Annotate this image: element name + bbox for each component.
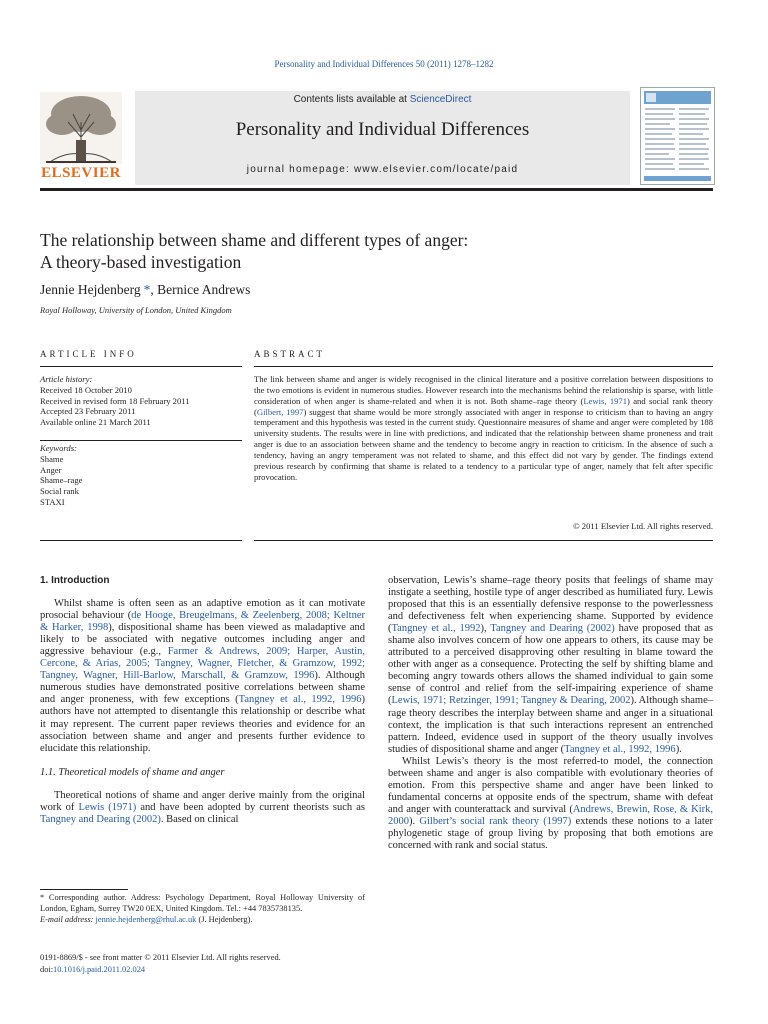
citation-link[interactable]: Tangney et al., 1992	[391, 623, 481, 635]
history-online: Available online 21 March 2011	[40, 417, 151, 428]
citation-link[interactable]: Andrews, Brewin, Rose, & Kirk, 2000	[388, 803, 713, 827]
abstract-rule-bottom	[254, 540, 713, 541]
text-segment: have proposed that as shame also involves concern of how one appears to others, its cause may be attributed to a perceived disapproving other resulting in blame toward the other with anger as a consequence. Protecting the self by shifting blame and becoming angry towards others allows the shamed individual to gain some sense of control and relief from the self-impairing experience of shame (	[388, 623, 714, 707]
text-segment: ), dispositional shame has been viewed as maladaptive and likely to be associated with negative outcomes including anger and aggressive behaviour (e.g.,	[40, 622, 365, 658]
subsection-heading: 1.1. Theoretical models of shame and anger	[40, 766, 225, 778]
text-segment: Theoretical notions of shame and anger derive mainly from the original work of	[40, 789, 365, 813]
article-info-heading: ARTICLE INFO	[40, 349, 137, 359]
abstract-segment: ) suggest that shame would be more strongly associated with anger in response to criticism than to having an angry temperament and this hypothesis was tested in the current study. Questionnaire measures of shame and anger were completed by 188 university students. The results were in line with predictions, and indicated that the relationship between shame proneness and trait anger is due to an association between shame and the tendency to become angry in reaction to criticism. In the absence of such a tendency, having an angry temperament was not related to shame, and this effect did not vary by gender. The findings extend previous research by confirming that shame is related to a tendency to a particular type of anger, namely that felt after specific provocation.	[254, 406, 713, 482]
article-title-line1: The relationship between shame and different types of anger:	[40, 230, 469, 250]
journal-cover-thumbnail	[640, 87, 715, 185]
journal-masthead	[135, 91, 630, 185]
text-segment: and have been adopted by current theorists such as	[136, 801, 365, 813]
citation-link[interactable]: de Hooge, Breugelmans, & Zeelenberg, 2008; Keltner & Harker, 1998	[40, 610, 365, 634]
history-received: Received 18 October 2010	[40, 384, 132, 395]
theory-paragraph-1-cont	[388, 575, 713, 756]
citation-link[interactable]: Tangney et al., 1992, 1996	[564, 743, 676, 755]
contents-line	[135, 94, 630, 105]
elsevier-wordmark: ELSEVIER	[41, 165, 121, 181]
citation-link[interactable]: Gilbert’s social rank theory (1997)	[419, 815, 572, 827]
citation-link[interactable]: Lewis (1971)	[78, 801, 137, 813]
affiliation: Royal Holloway, University of London, United Kingdom	[40, 305, 232, 315]
abstract-text	[254, 374, 713, 482]
footnote-rule	[40, 889, 128, 890]
journal-homepage[interactable]: journal homepage: www.elsevier.com/locate/paid	[246, 164, 519, 175]
doi-link[interactable]: 10.1016/j.paid.2011.02.024	[53, 964, 146, 974]
text-segment: ). Although shame–rage theory describes the interplay between shame and anger in a situational context, the implication is that such interactions represent an entrenched pattern. Indeed, evidence used in support of the theory usually involves studies of dispositional shame and anger (	[388, 695, 713, 755]
keyword-item: Shame–rage	[40, 475, 83, 486]
doi-label: doi:	[40, 964, 54, 974]
contents-prefix: Contents lists available at	[293, 94, 410, 105]
citation-link[interactable]: Tangney and Dearing (2002)	[40, 813, 161, 825]
theory-paragraph-2	[388, 756, 713, 852]
email-link[interactable]: jennie.hejdenberg@rhul.ac.uk	[95, 914, 197, 924]
intro-paragraph-1	[40, 598, 365, 755]
text-segment: ).	[675, 743, 682, 755]
masthead-rule	[40, 188, 713, 191]
text-segment: Whilst Lewis’s theory is the most referred-to model, the connection between shame and anger is also compatible with evolutionary theories of emotion. From this perspective shame and anger have been linked to fundamental concerns at opposite ends of the spectrum, shame with defeat and anger with counterattack and survival (	[388, 755, 713, 815]
page-footer	[40, 952, 365, 975]
text-segment: ),	[480, 623, 491, 635]
text-segment: . Based on clinical	[160, 813, 239, 825]
corresponding-author-star[interactable]: *	[143, 282, 151, 297]
text-segment: extends these notions to a later phylogenetic stage of group living by proposing that both emotions are concerned with rank and social status.	[388, 815, 713, 852]
info-rule-top	[40, 366, 242, 367]
author-hejdenberg: Jennie Hejdenberg	[40, 282, 141, 297]
footnote-email-line	[40, 915, 365, 926]
article-title	[40, 229, 720, 273]
front-matter-line: 0191-8869/$ - see front matter © 2011 Elsevier Ltd. All rights reserved.	[40, 953, 281, 962]
citation-link[interactable]: Lewis, 1971	[583, 395, 628, 406]
abstract-segment: The link between shame and anger is widely recognised in the clinical literature and a positive correlation between dispositions to the two emotions is evident in numerous studies. However research into the mechanisms behind the relationship is sparse, with little consideration of when anger is shame-related and when it is not. Both shame–rage theory (	[254, 374, 713, 406]
keyword-item: Social rank	[40, 486, 79, 497]
text-segment: ). Although numerous studies have demonstrated positive correlations between shame and anger proneness, with few exceptions (	[40, 670, 365, 706]
sciencedirect-link[interactable]: ScienceDirect	[409, 94, 472, 105]
citation-link[interactable]: Tangney and Dearing (2002)	[490, 623, 615, 635]
keyword-item: STAXI	[40, 496, 65, 507]
introduction-heading: 1. Introduction	[40, 575, 110, 586]
text-segment: Whilst shame is often seen as an adaptive emotion as it can motivate prosocial behaviour (	[40, 598, 365, 622]
body-column-left	[40, 575, 365, 826]
author-list	[40, 282, 250, 298]
abstract-rule-top	[254, 366, 713, 367]
history-label: Article history:	[40, 374, 93, 384]
corresponding-author-footnote	[40, 893, 365, 925]
keyword-item: Shame	[40, 453, 64, 464]
abstract-heading: ABSTRACT	[254, 349, 326, 359]
footnote-address: * Corresponding author. Address: Psychology Department, Royal Holloway University of London, Egham, Surrey TW20 0EX, United Kingdom. Tel.: +44 7835738135.	[40, 893, 365, 913]
citation-link[interactable]: Tangney et al., 1992, 1996	[238, 694, 362, 706]
info-rule-mid	[40, 440, 242, 441]
citation-link[interactable]: Gilbert, 1997	[256, 406, 304, 417]
email-label: E-mail address:	[40, 914, 96, 924]
text-segment: observation, Lewis’s shame–rage theory posits that feelings of shame may instigate a seething, hostile type of anger described as humiliated fury. Lewis proposed that this is an essentially defensive response to the powerlessness and defectiveness felt when experiencing shame. Supported by evidence (	[388, 575, 713, 635]
keywords-label: Keywords:	[40, 443, 77, 453]
abstract-copyright: © 2011 Elsevier Ltd. All rights reserved.	[573, 521, 713, 531]
doi-line	[40, 964, 365, 976]
email-suffix: (J. Hejdenberg).	[196, 914, 253, 924]
history-revised: Received in revised form 18 February 2011	[40, 395, 190, 406]
journal-reference[interactable]: Personality and Individual Differences 50 (2011) 1278–1282	[274, 59, 494, 69]
theory-paragraph-1	[40, 790, 365, 826]
keywords	[40, 443, 242, 508]
citation-link[interactable]: Farmer & Andrews, 2009; Harper, Austin, Cercone, & Arias, 2005; Tangney, Wagner, Fletcher, & Gramzow, 1992; Tangney, Wagner, Hill-Barlow, Marschall, & Gramzow, 1996	[40, 646, 365, 682]
journal-title: Personality and Individual Differences	[235, 119, 530, 140]
article-title-line2: A theory-based investigation	[40, 252, 242, 272]
keyword-item: Anger	[40, 464, 62, 475]
abstract-segment: ) and social rank theory (	[254, 395, 713, 417]
text-segment: ) authors have not attempted to disentangle this relationship or describe what it may represent. The current paper reviews theories and evidence for an association between shame and anger and presents further evidence to elucidate this relationship.	[40, 694, 365, 754]
citation-link[interactable]: Lewis, 1971; Retzinger, 1991; Tangney & Dearing, 2002	[391, 695, 631, 707]
history-accepted: Accepted 23 February 2011	[40, 406, 136, 417]
article-history	[40, 374, 242, 428]
info-rule-bottom	[40, 540, 242, 541]
text-segment: ).	[409, 815, 420, 827]
body-column-right	[388, 575, 713, 852]
author-andrews: , Bernice Andrews	[150, 282, 251, 297]
